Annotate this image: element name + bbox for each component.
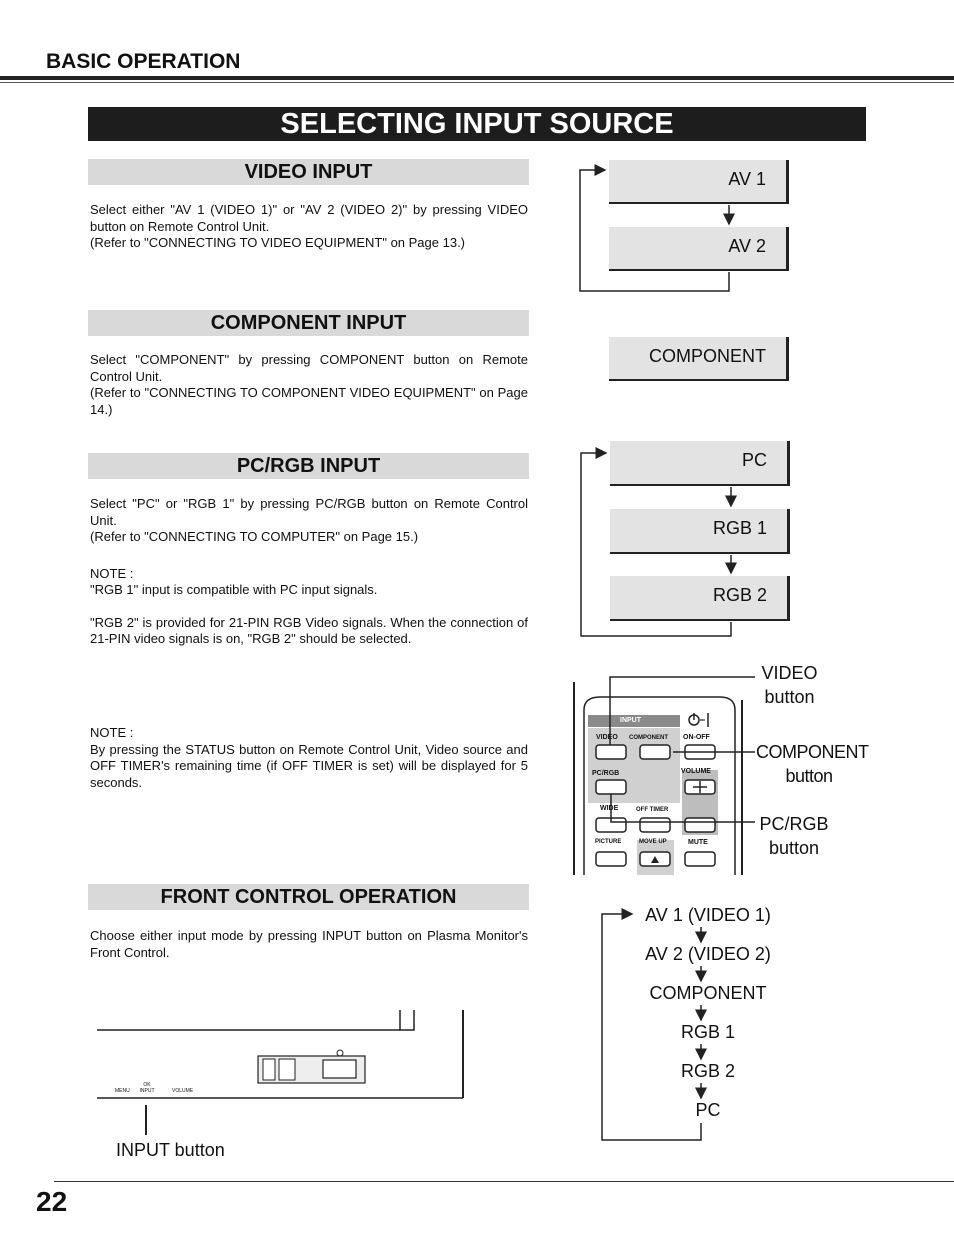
page-number: 22 (36, 1186, 68, 1217)
cycle-pc: PC (695, 1100, 721, 1120)
panel-menu-label: MENU (115, 1088, 130, 1094)
osd-rgb1: RGB 1 (610, 509, 790, 554)
osd-component: COMPONENT (609, 337, 789, 381)
pc-rgb-button-callout (752, 812, 836, 860)
pc-note-1: "RGB 1" input is compatible with PC input signals. (90, 582, 378, 597)
pc-rgb-callout-line-2: button (768, 838, 820, 858)
video-input-line-2: (Refer to "CONNECTING TO VIDEO EQUIPMENT" on Page 13.) (90, 235, 466, 250)
video-input-heading: VIDEO INPUT (88, 159, 529, 185)
remote-mute-label: MUTE (688, 839, 708, 846)
pc-note-2: "RGB 2" is provided for 21-PIN RGB Video signals. When the connection of 21-PIN video signals is on, "RGB 2" should be selected. (90, 614, 528, 646)
front-control-text: Choose either input mode by pressing INPUT button on Plasma Monitor's Front Control. (90, 928, 528, 960)
input-button-label: INPUT button (116, 1140, 225, 1160)
panel-volume-label: VOLUME (172, 1088, 194, 1094)
pc-note-title: NOTE : (90, 565, 134, 581)
remote-wide-label: WIDE (600, 805, 619, 812)
component-button-callout (756, 740, 869, 788)
remote-volume-label: VOLUME (681, 768, 711, 775)
front-panel-drawing (97, 1010, 463, 1135)
panel-ok-input-label: OK INPUT (139, 1082, 155, 1094)
osd-av1: AV 1 (609, 160, 789, 204)
video-input-line-1: Select either "AV 1 (VIDEO 1)" or "AV 2 (VIDEO 2)" by pressing VIDEO button on Remote Control Unit. (90, 202, 528, 234)
cycle-rgb2: RGB 2 (680, 1061, 736, 1081)
osd-av2: AV 2 (609, 227, 789, 271)
cycle-av1: AV 1 (VIDEO 1) (645, 905, 771, 925)
video-button-callout (752, 661, 827, 709)
remote-move-up-label: MOVE UP (639, 839, 667, 845)
component-callout-line-1: COMPONENT (756, 742, 869, 762)
front-control-heading: FRONT CONTROL OPERATION (88, 884, 529, 910)
component-callout-line-2: button (785, 766, 833, 786)
cycle-av2: AV 2 (VIDEO 2) (645, 944, 771, 964)
remote-component-label: COMPONENT (629, 735, 668, 741)
remote-off-timer-label: OFF TIMER (636, 807, 669, 813)
video-callout-line-2: button (764, 687, 815, 707)
remote-video-label: VIDEO (596, 734, 618, 741)
cycle-component: COMPONENT (649, 983, 767, 1003)
remote-control-drawing (574, 682, 742, 875)
osd-pc: PC (610, 441, 790, 486)
status-note-title: NOTE : (90, 725, 134, 740)
remote-picture-label: PICTURE (595, 839, 622, 845)
remote-pc-rgb-label: PC/RGB (592, 770, 620, 777)
remote-input-label: INPUT (620, 717, 641, 724)
pc-loop-line (581, 453, 731, 636)
section-heading: BASIC OPERATION (46, 50, 241, 73)
pc-input-line-2: (Refer to "CONNECTING TO COMPUTER" on Page 15.) (90, 529, 419, 544)
component-input-line-1: Select "COMPONENT" by pressing COMPONENT button on Remote Control Unit. (90, 352, 528, 384)
cycle-rgb1: RGB 1 (680, 1022, 736, 1042)
video-callout-line-1: VIDEO (761, 663, 818, 683)
status-note-text: By pressing the STATUS button on Remote Control Unit, Video source and OFF TIMER's remaining time (if OFF TIMER is set) will be displayed for 5 seconds. (90, 741, 528, 790)
component-input-line-2: (Refer to "CONNECTING TO COMPONENT VIDEO EQUIPMENT" on Page 14.) (90, 385, 528, 417)
pc-rgb-callout-line-1: PC/RGB (759, 814, 829, 834)
bottom-rule (54, 1181, 954, 1182)
page-title: SELECTING INPUT SOURCE (88, 107, 866, 141)
remote-on-off-label: ON-OFF (683, 734, 710, 741)
pc-input-heading: PC/RGB INPUT (88, 453, 529, 479)
component-input-heading: COMPONENT INPUT (88, 310, 529, 336)
osd-rgb2: RGB 2 (610, 576, 790, 621)
av-loop-line (580, 170, 729, 291)
pc-input-line-1: Select "PC" or "RGB 1" by pressing PC/RGB button on Remote Control Unit. (90, 496, 528, 528)
